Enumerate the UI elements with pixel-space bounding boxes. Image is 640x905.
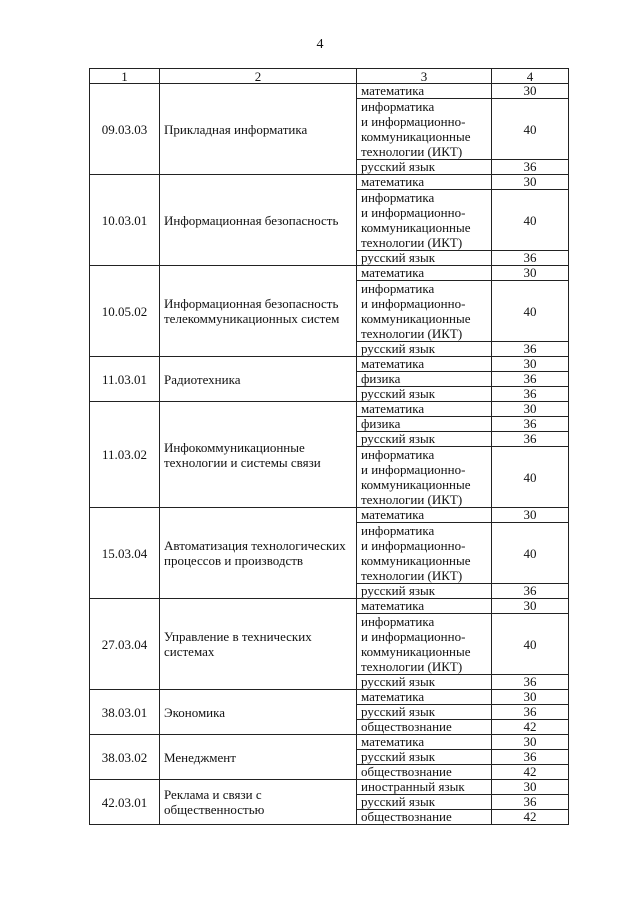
exam-subject	[357, 705, 492, 720]
exam-subject	[357, 402, 492, 417]
exam-subject-line: коммуникационные	[361, 553, 471, 568]
program-code: 09.03.03	[90, 84, 160, 175]
minimum-score: 36	[492, 705, 569, 720]
table-row	[90, 599, 569, 614]
exam-subject	[357, 99, 492, 160]
exam-subject-line: обществознание	[361, 764, 452, 779]
exam-subject-line: информатика	[361, 614, 435, 629]
exam-subject-line: математика	[361, 507, 425, 522]
exam-subject	[357, 750, 492, 765]
minimum-score: 42	[492, 810, 569, 825]
exam-subject-line: информатика	[361, 447, 435, 462]
exam-subject	[357, 251, 492, 266]
minimum-score: 40	[492, 614, 569, 675]
exam-subject	[357, 795, 492, 810]
program-code: 38.03.02	[90, 735, 160, 780]
program-name: Инфокоммуникационные технологии и системы связи	[160, 402, 357, 508]
exam-subject	[357, 523, 492, 584]
program-name: Автоматизация технологических процессов и производств	[160, 508, 357, 599]
exam-subject	[357, 675, 492, 690]
exam-subject	[357, 508, 492, 523]
exam-subject	[357, 342, 492, 357]
minimum-score: 36	[492, 372, 569, 387]
exam-subject-line: и информационно-	[361, 462, 466, 477]
admission-table	[89, 68, 569, 825]
exam-subject	[357, 357, 492, 372]
program-name: Управление в технических системах	[160, 599, 357, 690]
exam-subject	[357, 432, 492, 447]
exam-subject-line: технологии (ИКТ)	[361, 235, 463, 250]
exam-subject	[357, 765, 492, 780]
exam-subject-line: русский язык	[361, 386, 436, 401]
exam-subject-line: математика	[361, 83, 425, 98]
header-cell-4: 4	[492, 69, 569, 84]
exam-subject-line: и информационно-	[361, 205, 466, 220]
exam-subject-line: математика	[361, 401, 425, 416]
exam-subject	[357, 190, 492, 251]
exam-subject-line: математика	[361, 598, 425, 613]
exam-subject-line: технологии (ИКТ)	[361, 659, 463, 674]
minimum-score: 30	[492, 357, 569, 372]
program-name: Информационная безопасность телекоммуникационных систем	[160, 266, 357, 357]
exam-subject-line: технологии (ИКТ)	[361, 144, 463, 159]
exam-subject-line: русский язык	[361, 431, 436, 446]
exam-subject-line: русский язык	[361, 704, 436, 719]
program-code: 42.03.01	[90, 780, 160, 825]
exam-subject-line: и информационно-	[361, 114, 466, 129]
minimum-score: 30	[492, 599, 569, 614]
minimum-score: 42	[492, 765, 569, 780]
exam-subject-line: математика	[361, 265, 425, 280]
program-name: Прикладная информатика	[160, 84, 357, 175]
minimum-score: 36	[492, 342, 569, 357]
header-cell-3: 3	[357, 69, 492, 84]
header-cell-2: 2	[160, 69, 357, 84]
table-row	[90, 84, 569, 99]
table-body	[90, 84, 569, 825]
exam-subject	[357, 447, 492, 508]
exam-subject	[357, 614, 492, 675]
exam-subject-line: коммуникационные	[361, 220, 471, 235]
minimum-score: 36	[492, 584, 569, 599]
exam-subject	[357, 175, 492, 190]
table-row	[90, 690, 569, 705]
table-header-row	[90, 69, 569, 84]
exam-subject	[357, 584, 492, 599]
exam-subject-line: математика	[361, 734, 425, 749]
exam-subject-line: технологии (ИКТ)	[361, 492, 463, 507]
exam-subject-line: русский язык	[361, 749, 436, 764]
minimum-score: 40	[492, 281, 569, 342]
exam-subject-line: иностранный язык	[361, 779, 465, 794]
minimum-score: 40	[492, 447, 569, 508]
minimum-score: 30	[492, 84, 569, 99]
program-code: 11.03.02	[90, 402, 160, 508]
table-row	[90, 402, 569, 417]
exam-subject-line: обществознание	[361, 809, 452, 824]
exam-subject	[357, 780, 492, 795]
exam-subject-line: и информационно-	[361, 538, 466, 553]
exam-subject	[357, 690, 492, 705]
exam-subject-line: коммуникационные	[361, 644, 471, 659]
exam-subject-line: коммуникационные	[361, 129, 471, 144]
exam-subject-line: математика	[361, 689, 425, 704]
minimum-score: 30	[492, 266, 569, 281]
exam-subject	[357, 84, 492, 99]
minimum-score: 42	[492, 720, 569, 735]
table-row	[90, 735, 569, 750]
exam-subject	[357, 160, 492, 175]
program-name: Менеджмент	[160, 735, 357, 780]
minimum-score: 30	[492, 508, 569, 523]
exam-subject-line: технологии (ИКТ)	[361, 568, 463, 583]
minimum-score: 36	[492, 675, 569, 690]
program-name: Реклама и связи с общественностью	[160, 780, 357, 825]
table-row	[90, 508, 569, 523]
exam-subject-line: коммуникационные	[361, 477, 471, 492]
exam-subject-line: русский язык	[361, 159, 436, 174]
exam-subject-line: и информационно-	[361, 296, 466, 311]
exam-subject	[357, 266, 492, 281]
exam-subject-line: русский язык	[361, 794, 436, 809]
exam-subject-line: физика	[361, 416, 401, 431]
table-row	[90, 357, 569, 372]
program-code: 11.03.01	[90, 357, 160, 402]
exam-subject-line: информатика	[361, 190, 435, 205]
table-row	[90, 175, 569, 190]
minimum-score: 30	[492, 735, 569, 750]
exam-subject	[357, 372, 492, 387]
minimum-score: 40	[492, 99, 569, 160]
minimum-score: 36	[492, 750, 569, 765]
exam-subject-line: математика	[361, 356, 425, 371]
minimum-score: 30	[492, 690, 569, 705]
table-row	[90, 266, 569, 281]
exam-subject-line: технологии (ИКТ)	[361, 326, 463, 341]
minimum-score: 36	[492, 251, 569, 266]
exam-subject	[357, 720, 492, 735]
exam-subject	[357, 810, 492, 825]
exam-subject-line: русский язык	[361, 341, 436, 356]
program-code: 27.03.04	[90, 599, 160, 690]
header-cell-1: 1	[90, 69, 160, 84]
exam-subject-line: математика	[361, 174, 425, 189]
program-code: 10.03.01	[90, 175, 160, 266]
exam-subject	[357, 735, 492, 750]
exam-subject-line: русский язык	[361, 674, 436, 689]
minimum-score: 36	[492, 795, 569, 810]
exam-subject-line: русский язык	[361, 250, 436, 265]
exam-subject-line: русский язык	[361, 583, 436, 598]
exam-subject-line: информатика	[361, 523, 435, 538]
minimum-score: 36	[492, 432, 569, 447]
minimum-score: 40	[492, 523, 569, 584]
program-name: Радиотехника	[160, 357, 357, 402]
program-code: 10.05.02	[90, 266, 160, 357]
exam-subject	[357, 417, 492, 432]
page-number: 4	[316, 37, 324, 52]
minimum-score: 30	[492, 780, 569, 795]
minimum-score: 36	[492, 417, 569, 432]
program-name: Информационная безопасность	[160, 175, 357, 266]
exam-subject-line: информатика	[361, 99, 435, 114]
exam-subject-line: физика	[361, 371, 401, 386]
program-code: 38.03.01	[90, 690, 160, 735]
exam-subject	[357, 387, 492, 402]
exam-subject	[357, 599, 492, 614]
minimum-score: 36	[492, 160, 569, 175]
exam-subject	[357, 281, 492, 342]
exam-subject-line: и информационно-	[361, 629, 466, 644]
program-name: Экономика	[160, 690, 357, 735]
minimum-score: 30	[492, 175, 569, 190]
exam-subject-line: обществознание	[361, 719, 452, 734]
program-code: 15.03.04	[90, 508, 160, 599]
exam-subject-line: коммуникационные	[361, 311, 471, 326]
minimum-score: 30	[492, 402, 569, 417]
minimum-score: 40	[492, 190, 569, 251]
exam-subject-line: информатика	[361, 281, 435, 296]
table-row	[90, 780, 569, 795]
minimum-score: 36	[492, 387, 569, 402]
